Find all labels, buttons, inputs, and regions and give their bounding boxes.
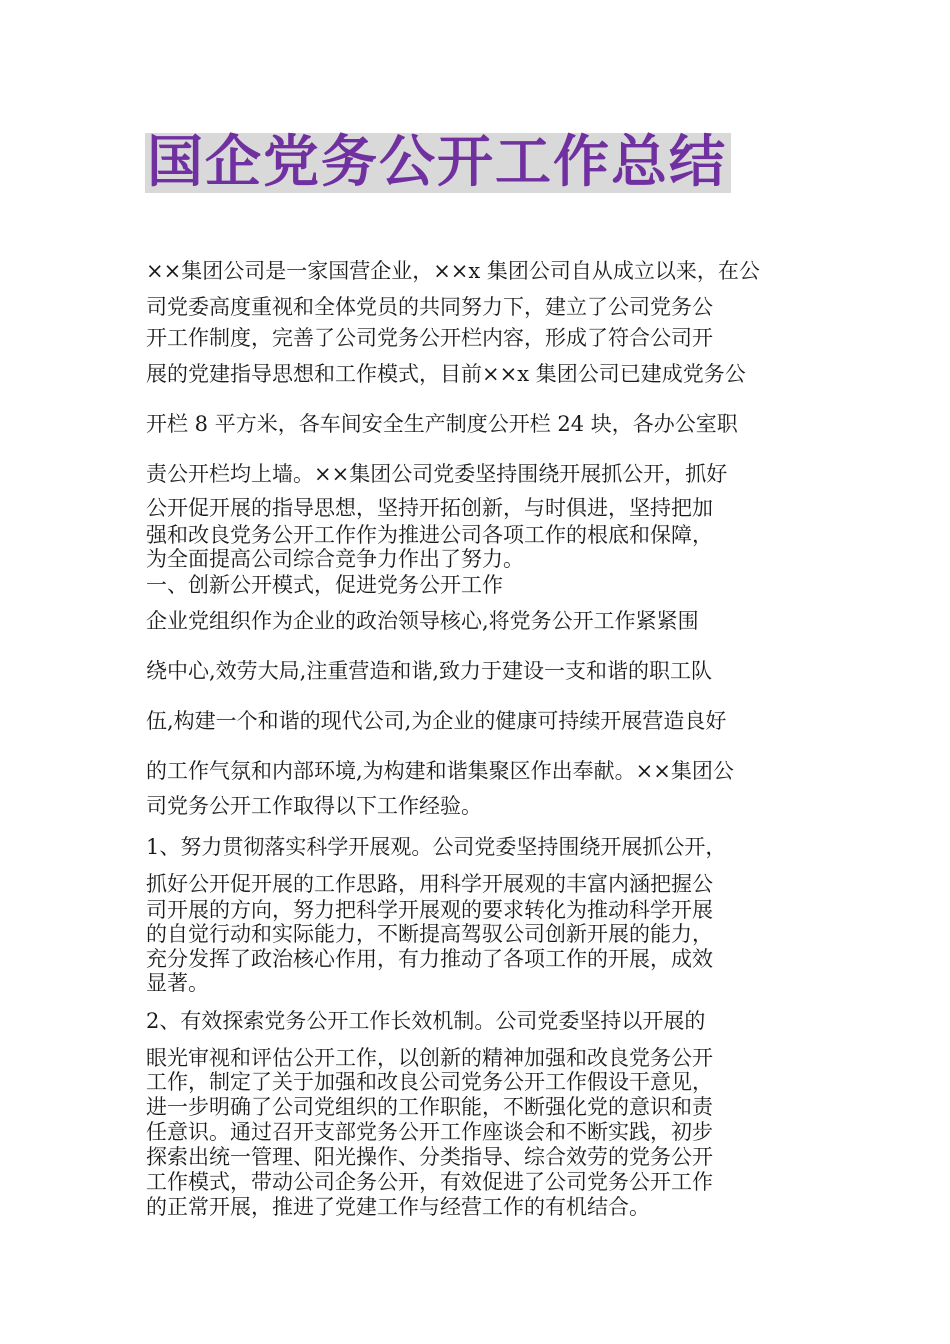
body-line: 工作，制定了关于加强和改良公司党务公开工作假设干意见， — [146, 1070, 713, 1094]
body-line: 为全面提高公司综合竞争力作出了努力。 — [146, 547, 524, 571]
body-line: 强和改良党务公开工作作为推进公司各项工作的根底和保障， — [146, 523, 713, 547]
body-line: 任意识。通过召开支部党务公开工作座谈会和不断实践，初步 — [146, 1120, 713, 1144]
section-heading: 一、创新公开模式，促进党务公开工作 — [146, 573, 503, 597]
document-title: 国企党务公开工作总结 — [145, 133, 731, 193]
body-line: 进一步明确了公司党组织的工作职能，不断强化党的意识和责 — [146, 1095, 713, 1119]
body-line: 司开展的方向，努力把科学开展观的要求转化为推动科学开展 — [146, 898, 713, 922]
body-line: 显著。 — [146, 971, 209, 995]
numbered-item: 1、努力贯彻落实科学开展观。公司党委坚持围绕开展抓公开， — [146, 835, 727, 859]
body-line: 开栏 8 平方米，各车间安全生产制度公开栏 24 块，各办公室职 — [146, 412, 738, 436]
body-line: ××集团公司是一家国营企业，××x 集团公司自从成立以来，在公 — [146, 259, 760, 283]
body-line: 司党务公开工作取得以下工作经验。 — [146, 794, 482, 818]
body-line: 伍,构建一个和谐的现代公司,为企业的健康可持续开展营造良好 — [146, 709, 727, 733]
body-line: 公开促开展的指导思想，坚持开拓创新，与时俱进，坚持把加 — [146, 496, 713, 520]
body-line: 开工作制度，完善了公司党务公开栏内容，形成了符合公司开 — [146, 326, 713, 350]
body-line: 眼光审视和评估公开工作，以创新的精神加强和改良党务公开 — [146, 1046, 713, 1070]
body-line: 探索出统一管理、阳光操作、分类指导、综合效劳的党务公开 — [146, 1145, 713, 1169]
body-line: 企业党组织作为企业的政治领导核心,将党务公开工作紧紧围 — [146, 609, 699, 633]
body-line: 工作模式，带动公司企务公开，有效促进了公司党务公开工作 — [146, 1170, 713, 1194]
body-line: 责公开栏均上墙。××集团公司党委坚持围绕开展抓公开，抓好 — [146, 462, 728, 486]
body-line: 的正常开展，推进了党建工作与经营工作的有机结合。 — [146, 1195, 650, 1219]
numbered-item: 2、有效探索党务公开工作长效机制。公司党委坚持以开展的 — [146, 1009, 706, 1033]
body-line: 的自觉行动和实际能力，不断提高驾驭公司创新开展的能力， — [146, 922, 713, 946]
body-line: 绕中心,效劳大局,注重营造和谐,致力于建设一支和谐的职工队 — [146, 659, 713, 683]
body-line: 的工作气氛和内部环境,为构建和谐集聚区作出奉献。××集团公 — [146, 759, 734, 783]
body-line: 充分发挥了政治核心作用，有力推动了各项工作的开展，成效 — [146, 947, 713, 971]
body-line: 展的党建指导思想和工作模式，目前××x 集团公司已建成党务公 — [146, 362, 746, 386]
body-line: 抓好公开促开展的工作思路，用科学开展观的丰富内涵把握公 — [146, 872, 713, 896]
body-line: 司党委高度重视和全体党员的共同努力下，建立了公司党务公 — [146, 295, 713, 319]
